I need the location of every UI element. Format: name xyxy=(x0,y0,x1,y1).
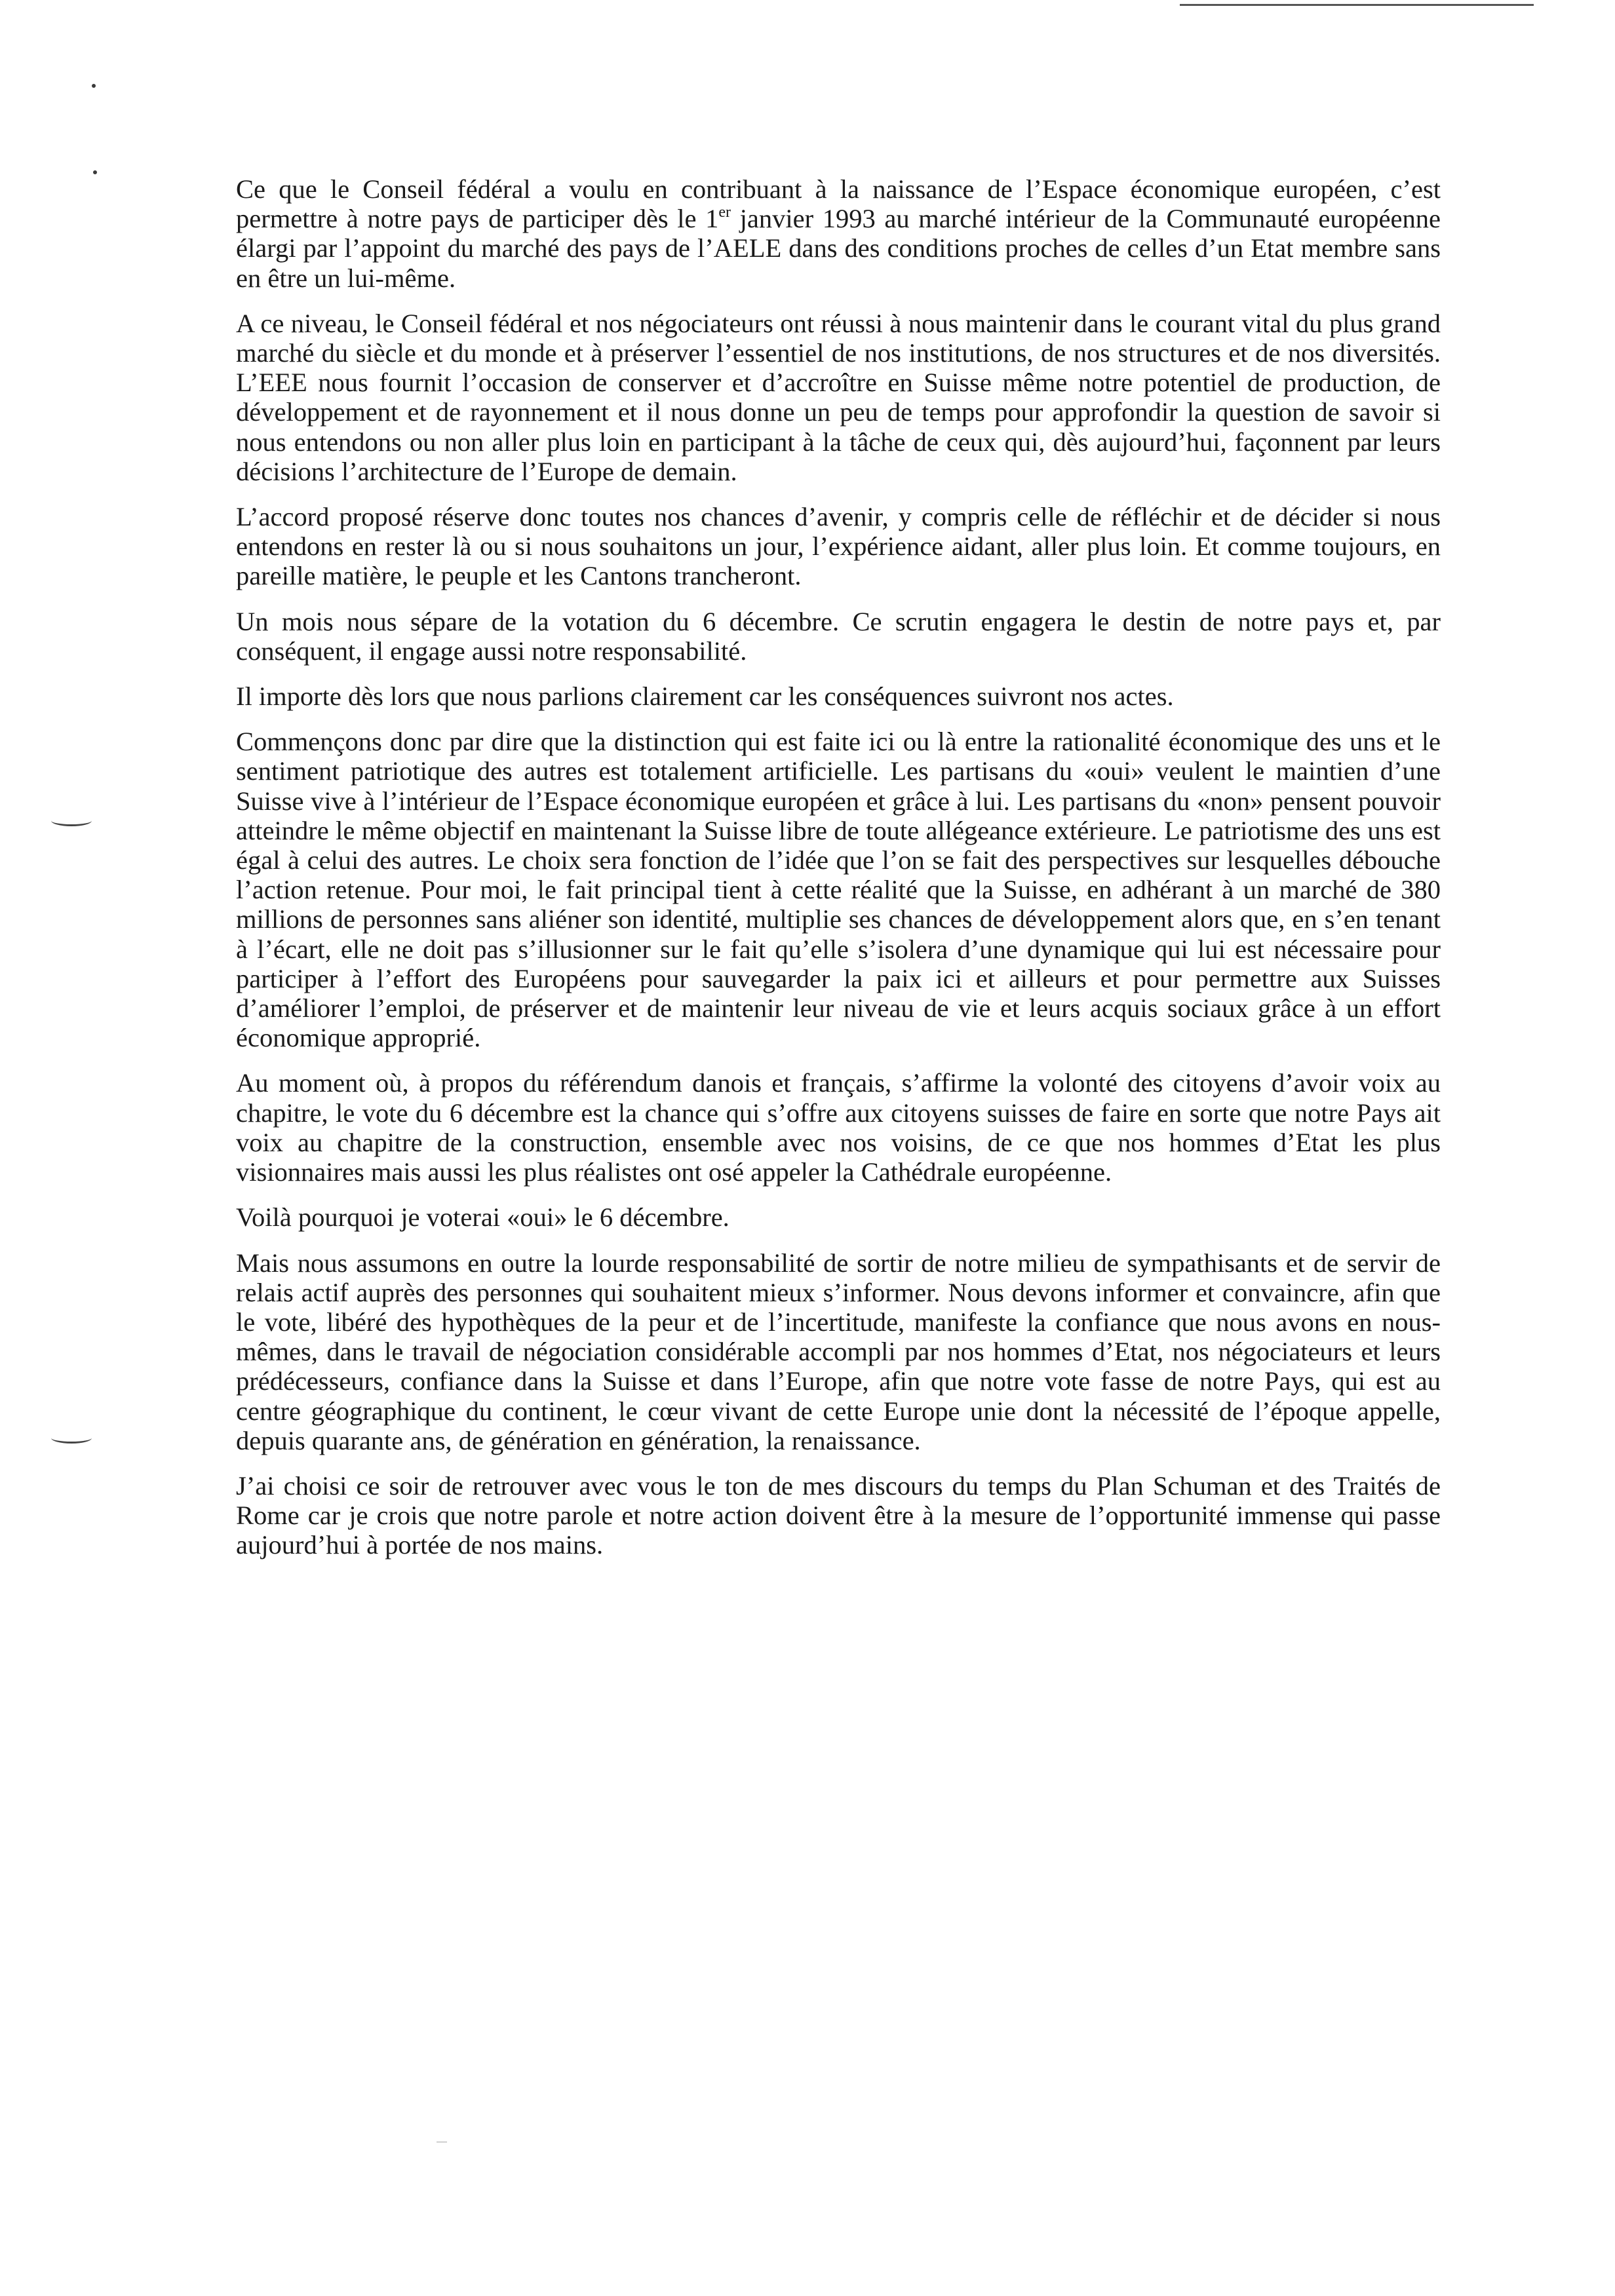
paragraph-9: Mais nous assumons en outre la lourde responsabilité de sortir de notre milieu de sympathisants et de servir de relais actif auprès des personnes qui souhaitent mieux s’informer. Nous devons informer et convaincre, afin que le vote, libéré des hypothèques de la peur et de l’incertitude, manifeste la confiance que nous avons en nous-mêmes, dans le travail de négociation considérable accompli par nos hommes d’Etat, nos négociateurs et leurs prédécesseurs, confiance dans la Suisse et dans l’Europe, afin que notre vote fasse de notre Pays, qui est au centre géographique du continent, le cœur vivant de cette Europe unie dont la nécessité de l’époque appelle, depuis quarante ans, de génération en génération, la renaissance. xyxy=(236,1248,1441,1455)
margin-punch-mark xyxy=(92,84,96,88)
margin-hole-mark xyxy=(51,1432,92,1444)
paragraph-8: Voilà pourquoi je voterai «oui» le 6 décembre. xyxy=(236,1202,730,1233)
paragraph-4: Un mois nous sépare de la votation du 6 décembre. Ce scrutin engagera le destin de notre pays et, par conséquent, il engage aussi notre responsabilité. xyxy=(236,606,1441,666)
paragraph-2: A ce niveau, le Conseil fédéral et nos négociateurs ont réussi à nous maintenir dans le courant vital du plus grand marché du siècle et du monde et à préserver l’essentiel de nos institutions, de nos structures et de nos diversités. L’EEE nous fournit l’occasion de conserver et d’accroître en Suisse même notre potentiel de production, de développement et de rayonnement et il nous donne un peu de temps pour approfondir la question de savoir si nous entendons ou non aller plus loin en participant à la tâche de ceux qui, dès aujourd’hui, façonnent par leurs décisions l’architecture de l’Europe de demain. xyxy=(236,308,1441,486)
paragraph-1: Ce que le Conseil fédéral a voulu en contribuant à la naissance de l’Espace économique européen, c’est permettre à notre pays de participer dès le 1er janvier 1993 au marché intérieur de la Communauté européenne élargi par l’appoint du marché des pays de l’AELE dans des conditions proches de celles d’un Etat membre sans en être un lui-même. xyxy=(236,174,1441,293)
margin-hole-mark xyxy=(51,815,92,826)
paragraph-3: L’accord proposé réserve donc toutes nos chances d’avenir, y compris celle de réfléchir et de décider si nous entendons en rester là ou si nous souhaitons un jour, l’expérience aidant, aller plus loin. Et comme toujours, en pareille matière, le peuple et les Cantons trancheront. xyxy=(236,502,1441,591)
paragraph-5: Il importe dès lors que nous parlions clairement car les conséquences suivront nos actes. xyxy=(236,681,1174,712)
margin-punch-mark xyxy=(93,170,97,174)
superscript-ordinal: er xyxy=(718,204,731,221)
top-edge-rule xyxy=(1180,4,1534,6)
scan-speck xyxy=(437,2141,447,2143)
paragraph-10: J’ai choisi ce soir de retrouver avec vous le ton de mes discours du temps du Plan Schuman et des Traités de Rome car je crois que notre parole et notre action doivent être à la mesure de l’opportunité immense qui passe aujourd’hui à portée de nos mains. xyxy=(236,1470,1441,1560)
paragraph-7: Au moment où, à propos du référendum danois et français, s’affirme la volonté des citoyens d’avoir voix au chapitre, le vote du 6 décembre est la chance qui s’offre aux citoyens suisses de faire en sorte que notre Pays ait voix au chapitre de la construction, ensemble avec nos voisins, de ce que nos hommes d’Etat les plus visionnaires mais aussi les plus réalistes ont osé appeler la Cathédrale européenne. xyxy=(236,1068,1441,1187)
document-body xyxy=(236,174,1441,1576)
paragraph-6: Commençons donc par dire que la distinction qui est faite ici ou là entre la rationalité économique des uns et le sentiment patriotique des autres est totalement artificielle. Les partisans du «oui» veulent le maintien d’une Suisse vive à l’intérieur de l’Espace économique européen et grâce à lui. Les partisans du «non» pensent pouvoir atteindre le même objectif en maintenant la Suisse libre de toute allégeance extérieure. Le patriotisme des uns est égal à celui des autres. Le choix sera fonction de l’idée que l’on se fait des perspectives sur lesquelles débouche l’action retenue. Pour moi, le fait principal tient à cette réalité que la Suisse, en adhérant à un marché de 380 millions de personnes sans aliéner son identité, multiplie ses chances de développement alors que, en s’en tenant à l’écart, elle ne doit pas s’illusionner sur le fait qu’elle s’isolera d’une dynamique qui lui est nécessaire pour participer à l’effort des Européens pour sauvegarder la paix ici et ailleurs et pour permettre aux Suisses d’améliorer l’emploi, de préserver et de maintenir leur niveau de vie et leurs acquis sociaux grâce à un effort économique approprié. xyxy=(236,727,1441,1053)
